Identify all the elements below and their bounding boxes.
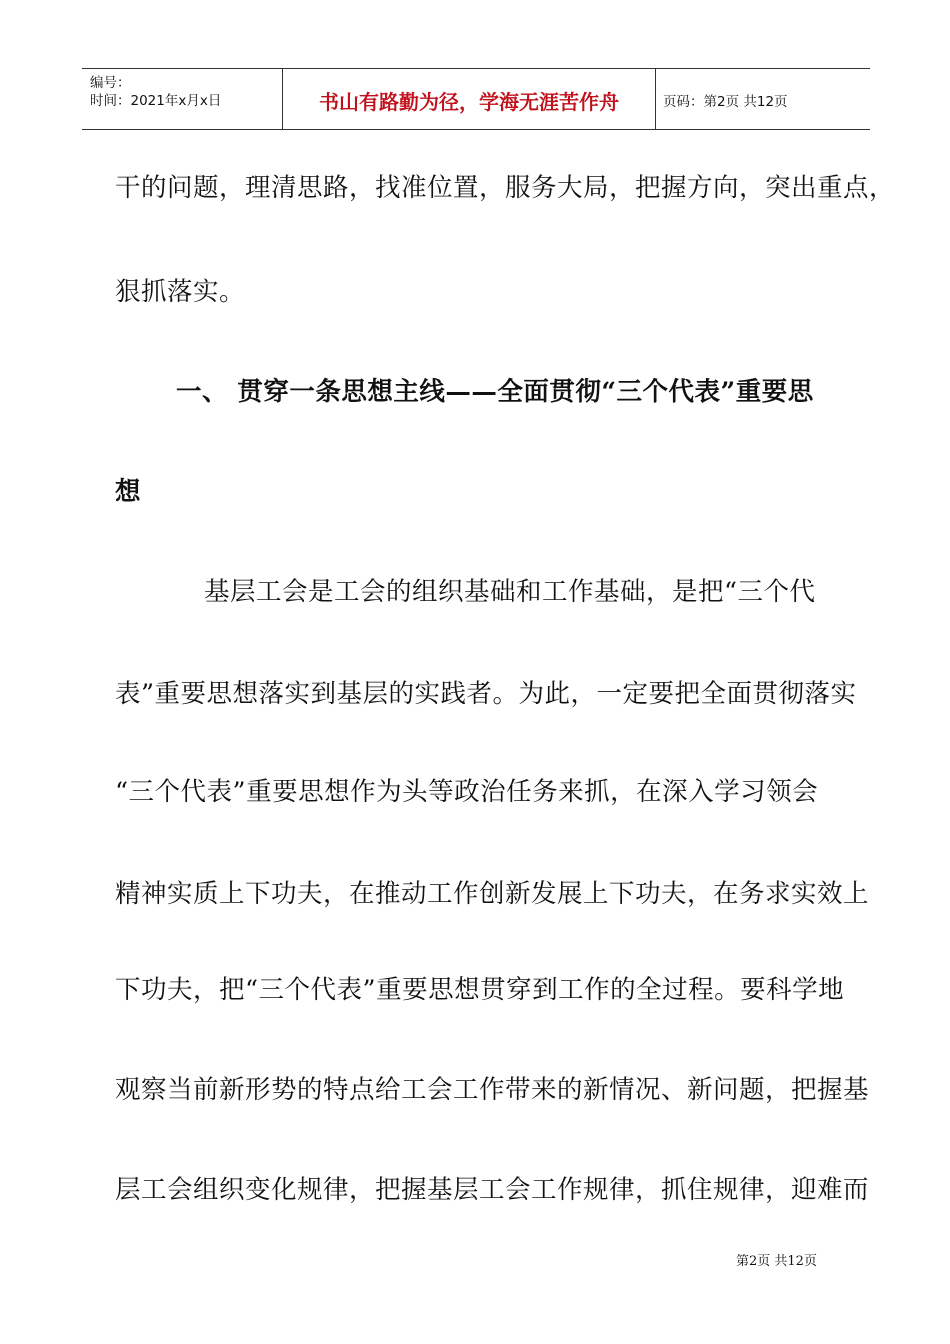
body-line: 狠抓落实。 xyxy=(115,277,246,307)
header-motto: 书山有路勤为径，学海无涯苦作舟 xyxy=(319,90,619,114)
page-header xyxy=(82,68,870,130)
section-heading: 一、 贯穿一条思想主线——全面贯彻“三个代表”重要思 xyxy=(176,377,814,407)
document-date-label: 时间：2021年x月x日 xyxy=(90,93,222,109)
body-line: 层工会组织变化规律，把握基层工会工作规律，抓住规律，迎难而 xyxy=(115,1175,870,1205)
header-page-number: 页码：第2页 共12页 xyxy=(663,94,788,110)
body-line: 干的问题，理清思路，找准位置，服务大局，把握方向，突出重点， xyxy=(115,173,896,203)
paragraph-first-line: 基层工会是工会的组织基础和工作基础，是把“三个代 xyxy=(204,577,816,607)
body-line: 下功夫，把“三个代表”重要思想贯穿到工作的全过程。要科学地 xyxy=(115,975,845,1005)
page-footer-number: 第2页 共12页 xyxy=(736,1254,817,1269)
header-middle-cell xyxy=(282,69,656,129)
body-line: 表”重要思想落实到基层的实践者。为此，一定要把全面贯彻落实 xyxy=(115,679,857,709)
body-line: 精神实质上下功夫，在推动工作创新发展上下功夫，在务求实效上 xyxy=(115,879,870,909)
body-line: “三个代表”重要思想作为头等政治任务来抓，在深入学习领会 xyxy=(115,777,819,807)
header-left-cell xyxy=(82,69,282,129)
section-heading-continued: 想 xyxy=(115,477,142,507)
header-right-cell xyxy=(655,69,870,129)
document-number-label: 编号： xyxy=(90,75,131,91)
body-line: 观察当前新形势的特点给工会工作带来的新情况、新问题，把握基 xyxy=(115,1075,870,1105)
